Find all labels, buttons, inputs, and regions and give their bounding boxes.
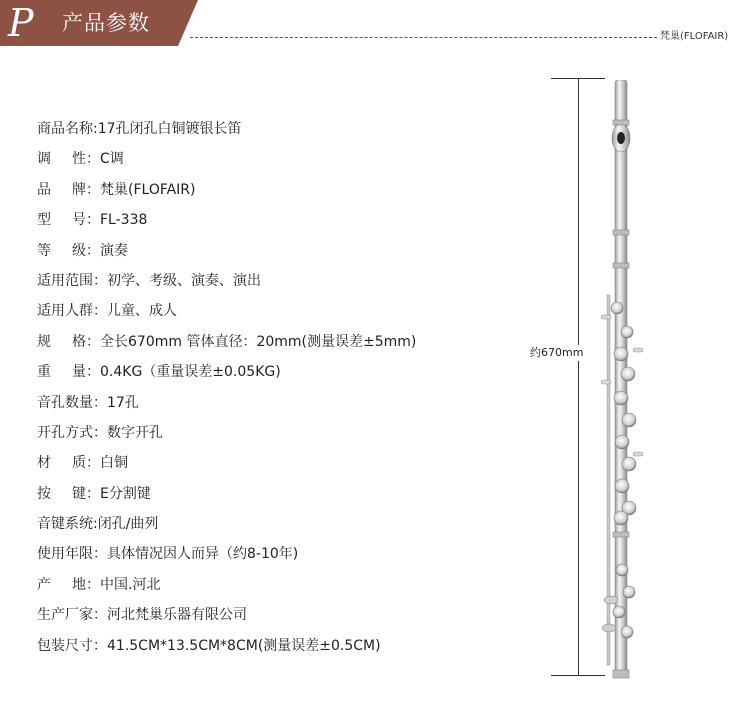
spec-colon: ： (93, 607, 107, 624)
spec-list (37, 114, 507, 661)
spec-label: 材 质 (37, 455, 86, 472)
spec-row (37, 296, 507, 326)
spec-label: 适用人群 (37, 303, 93, 320)
dimension-line (578, 78, 579, 675)
spec-label: 生产厂家 (37, 607, 93, 624)
brand-label: 梵巢(FLOFAIR) (660, 31, 729, 42)
spec-colon: ： (86, 181, 100, 198)
spec-row (37, 144, 507, 174)
spec-label: 开孔方式 (37, 424, 93, 441)
spec-label: 商品名称 (37, 121, 93, 137)
spec-label: 包装尺寸 (37, 637, 93, 654)
spec-value: 17孔 (107, 394, 139, 411)
spec-label: 产 地 (37, 576, 86, 593)
spec-label: 品 牌 (37, 181, 86, 198)
spec-row (37, 114, 507, 144)
spec-colon: ： (86, 364, 100, 381)
spec-row (37, 236, 507, 266)
spec-value: 梵巢(FLOFAIR) (100, 181, 196, 198)
spec-value: 演奏 (100, 242, 128, 259)
spec-colon: ： (93, 546, 107, 563)
spec-row (37, 509, 507, 539)
spec-label: 重 量 (37, 364, 86, 381)
spec-row (37, 539, 507, 569)
spec-value: 0.4KG（重量误差±0.05KG) (100, 364, 281, 381)
logo-letter: P (8, 1, 34, 45)
spec-colon: ： (93, 272, 107, 289)
spec-label: 使用年限 (37, 546, 93, 563)
spec-value: 具体情况因人而异（约8-10年) (107, 546, 299, 563)
spec-label: 音键系统 (37, 516, 93, 533)
header-divider (190, 37, 657, 38)
spec-row (37, 266, 507, 296)
spec-value: 全长670mm 管体直径：20mm(测量误差±5mm) (100, 333, 417, 350)
spec-value: 儿童、成人 (107, 303, 177, 320)
spec-row (37, 418, 507, 448)
spec-colon: : (93, 121, 98, 137)
spec-label: 等 级 (37, 242, 86, 259)
spec-colon: : (93, 516, 98, 533)
spec-value: 闭孔/曲列 (97, 516, 159, 533)
silver-flute-image (595, 80, 655, 680)
spec-colon: ： (86, 455, 100, 472)
spec-row (37, 175, 507, 205)
spec-row (37, 357, 507, 387)
dimension-label: 约670mm (530, 345, 626, 361)
spec-row (37, 388, 507, 418)
spec-colon: ： (93, 303, 107, 320)
spec-value: 41.5CM*13.5CM*8CM(测量误差±0.5CM) (107, 637, 381, 654)
spec-colon: ： (93, 637, 107, 654)
spec-label: 调 性 (37, 151, 86, 168)
spec-colon: ： (86, 242, 100, 259)
spec-colon: ： (86, 576, 100, 593)
spec-row (37, 631, 507, 661)
spec-label: 规 格 (37, 333, 86, 350)
spec-value: FL-338 (100, 212, 148, 229)
spec-row (37, 448, 507, 478)
spec-value: 河北梵巢乐器有限公司 (107, 607, 247, 624)
spec-colon: ： (86, 151, 100, 168)
spec-value: 白铜 (100, 455, 128, 472)
spec-colon: ： (86, 333, 100, 350)
spec-value: 中国.河北 (100, 576, 161, 593)
spec-value: E分割键 (100, 485, 151, 502)
spec-row (37, 479, 507, 509)
page-title: 产品参数 (62, 11, 150, 35)
spec-value: 17孔闭孔白铜镀银长笛 (97, 121, 242, 137)
spec-colon: ： (86, 212, 100, 229)
spec-row (37, 327, 507, 357)
spec-value: 数字开孔 (107, 424, 163, 441)
spec-label: 适用范围 (37, 272, 93, 289)
spec-label: 音孔数量 (37, 394, 93, 411)
spec-value: 初学、考级、演奏、演出 (107, 272, 261, 289)
spec-row (37, 600, 507, 630)
header-banner (0, 0, 198, 46)
spec-label: 型 号 (37, 212, 86, 229)
spec-colon: ： (93, 394, 107, 411)
spec-colon: ： (93, 424, 107, 441)
spec-value: C调 (100, 151, 124, 168)
spec-row (37, 205, 507, 235)
flute-image (595, 80, 655, 680)
spec-label: 按 键 (37, 485, 86, 502)
spec-row (37, 570, 507, 600)
spec-colon: ： (86, 485, 100, 502)
